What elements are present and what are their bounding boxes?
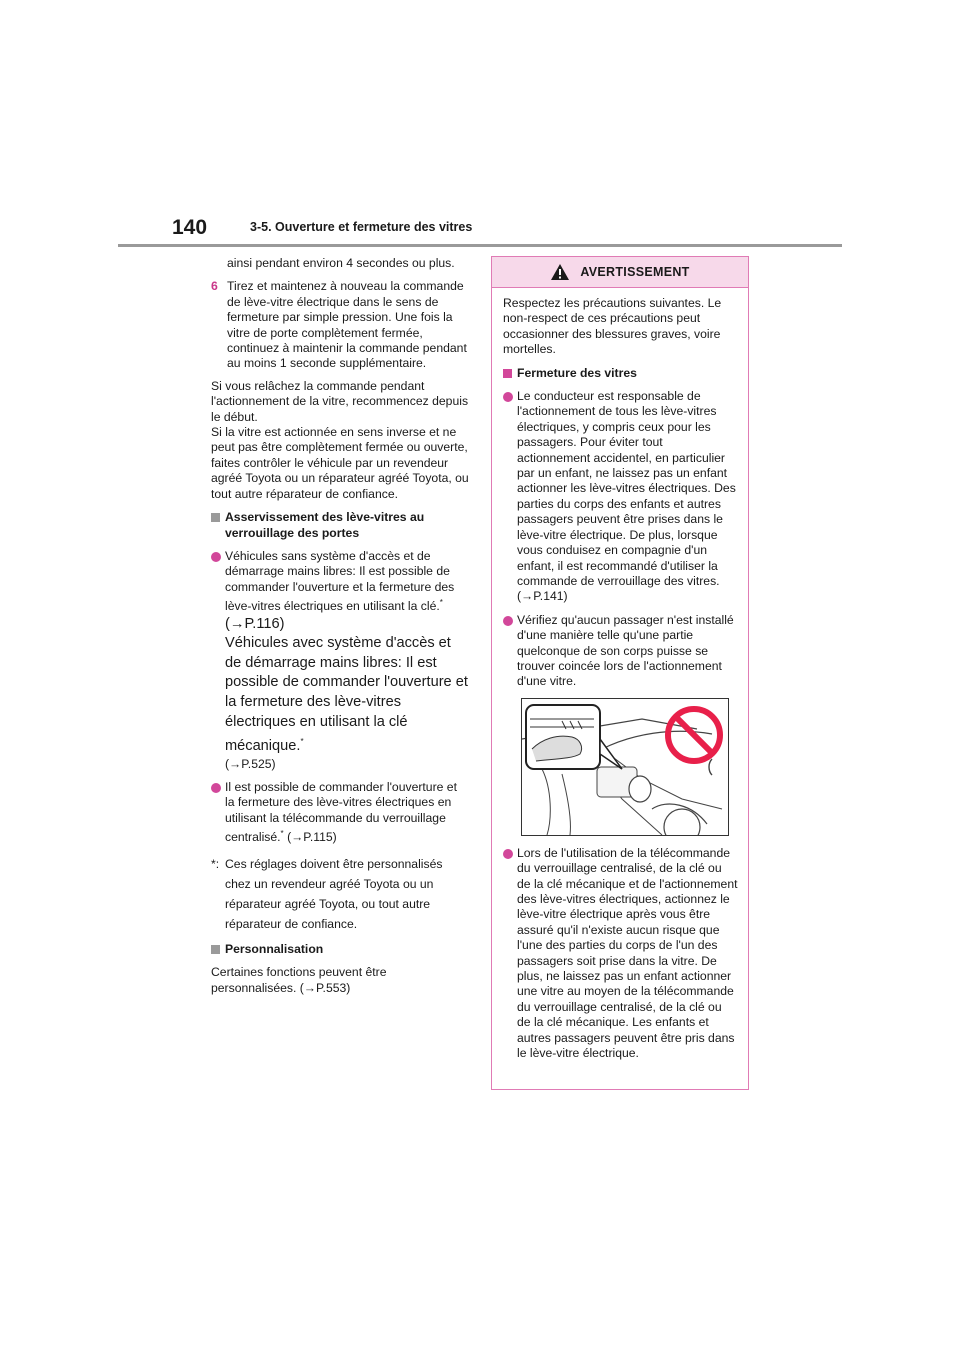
page-reference: (→P.525) xyxy=(225,756,276,771)
asterisk-mark: * xyxy=(439,598,443,608)
asterisk-mark: * xyxy=(280,829,284,839)
round-bullet-icon xyxy=(503,616,513,626)
square-bullet-icon xyxy=(503,369,512,378)
reverse-text: Si la vitre est actionnée en sens inverse et ne peut pas être complètement fermée ou ouverte, faites contrôler le véhicule par un revendeur agréé Toyota ou un réparateur agréé Toyota, ou tout autre réparateur de confiance. xyxy=(211,425,469,501)
left-column xyxy=(211,256,469,1004)
warning-title: AVERTISSEMENT xyxy=(580,265,690,279)
warning-bullet-remote xyxy=(503,846,738,1062)
warning-box xyxy=(491,256,749,1090)
round-bullet-icon xyxy=(503,392,513,402)
warning-intro: Respectez les précautions suivantes. Le non-respect de ces précautions peut occasionner des blessures graves, voire mortelles. xyxy=(503,296,722,357)
intro-continued: ainsi pendant environ 4 secondes ou plus. xyxy=(227,256,455,270)
warning-heading: Fermeture des vitres xyxy=(503,366,738,381)
round-bullet-icon xyxy=(211,783,221,793)
round-bullet-icon xyxy=(211,552,221,562)
custom-text: Certaines fonctions peuvent être personnalisées. (→P.553) xyxy=(211,965,387,995)
section-title: 3-5. Ouverture et fermeture des vitres xyxy=(250,220,473,234)
bullet-text: Vérifiez qu'aucun passager n'est installé d'une manière telle qu'une partie quelconque de son corps puisse se trouver coincée lors de l'actionnement d'une vitre. xyxy=(517,612,734,689)
page-reference: (→P.116) xyxy=(225,615,285,632)
bullet-key-operation xyxy=(211,549,469,772)
page-number: 140 xyxy=(172,216,208,239)
page-reference: (→P.141) xyxy=(517,589,568,604)
warning-triangle-icon xyxy=(550,263,570,281)
heading-personalisation: Personnalisation xyxy=(211,942,469,957)
heading-lock-link: Asservissement des lève-vitres au verrouillage des portes xyxy=(211,510,469,541)
warning-body xyxy=(492,288,748,1061)
bullet-text: Véhicules sans système d'accès et de démarrage mains libres: Il est possible de commander l'ouverture et la fermeture des lève-vitres électriques en utilisant la clé. xyxy=(225,548,455,614)
square-bullet-icon xyxy=(211,513,220,522)
step-6 xyxy=(211,279,469,371)
note-paragraph xyxy=(211,379,469,502)
bullet-text: Lors de l'utilisation de la télécommande du verrouillage centralisé, de la clé ou de la clé mécanique et de l'actionnement des lève-vitres électriques, actionnez le lève-vitre électrique après vous être assuré qu'il n'existe aucun risque que l'une des parties du corps de l'un des passagers soit prise dans la vitre. De plus, ne laissez pas un enfant actionner une vitre au moyen de la télécommande du verrouillage centralisé, de la clé ou de la clé mécanique. Les enfants et autres passagers peuvent être pris dans le lève-vitre électrique. xyxy=(517,845,738,1061)
warning-bullet-driver xyxy=(503,389,738,605)
illustration-window-pinch xyxy=(521,698,729,836)
footnote-text: Ces réglages doivent être personnalisés chez un revendeur agréé Toyota ou un réparateur agréé Toyota, ou tout autre réparateur de confiance. xyxy=(225,856,443,931)
round-bullet-icon xyxy=(503,849,513,859)
release-text: Si vous relâchez la commande pendant l'actionnement de la vitre, recommencez depuis le début. xyxy=(211,378,469,424)
footnote-mark: *: xyxy=(211,856,220,871)
footnote xyxy=(211,854,469,934)
warning-bullet-passenger xyxy=(503,613,738,690)
asterisk-mark: * xyxy=(300,737,304,747)
bullet-text: Le conducteur est responsable de l'actionnement de tous les lève-vitres électriques, y compris ceux pour les passagers. Pour éviter tout actionnement accidentel, en particulier par un enfant, ne laissez pas un enfant actionner les lève-vitres électriques. Des parties du corps des enfants et autres passagers peuvent être prises dans le lève-vitre électrique. De plus, lorsque vous conduisez en compagnie d'un enfant, il est recommandé d'utiliser la commande de verrouillage des vitres. xyxy=(517,389,736,588)
warning-header xyxy=(492,257,748,288)
bullet-text-large: Véhicules avec système d'accès et de démarrage mains libres: Il est possible de commander l'ouverture et la fermeture des lève-vitres électriques en utilisant la clé mécanique.* xyxy=(225,635,468,755)
square-bullet-icon xyxy=(211,945,220,954)
window-pinch-illustration-icon xyxy=(522,699,728,835)
step-text: Tirez et maintenez à nouveau la commande de lève-vitre électrique dans le sens de fermeture par simple pression. Une fois la vitre de porte complètement fermée, continuez à maintenir la commande pendant au moins 1 seconde supplémentaire. xyxy=(227,279,467,371)
step-number: 6 xyxy=(211,279,218,294)
header-divider xyxy=(118,244,842,247)
bullet-remote-operation xyxy=(211,780,469,846)
page-reference: (→P.115) xyxy=(287,830,337,845)
bullet-text: Il est possible de commander l'ouverture et la fermeture des lève-vitres électriques en utilisant la télécommande du verrouillage centralisé. xyxy=(225,780,457,845)
